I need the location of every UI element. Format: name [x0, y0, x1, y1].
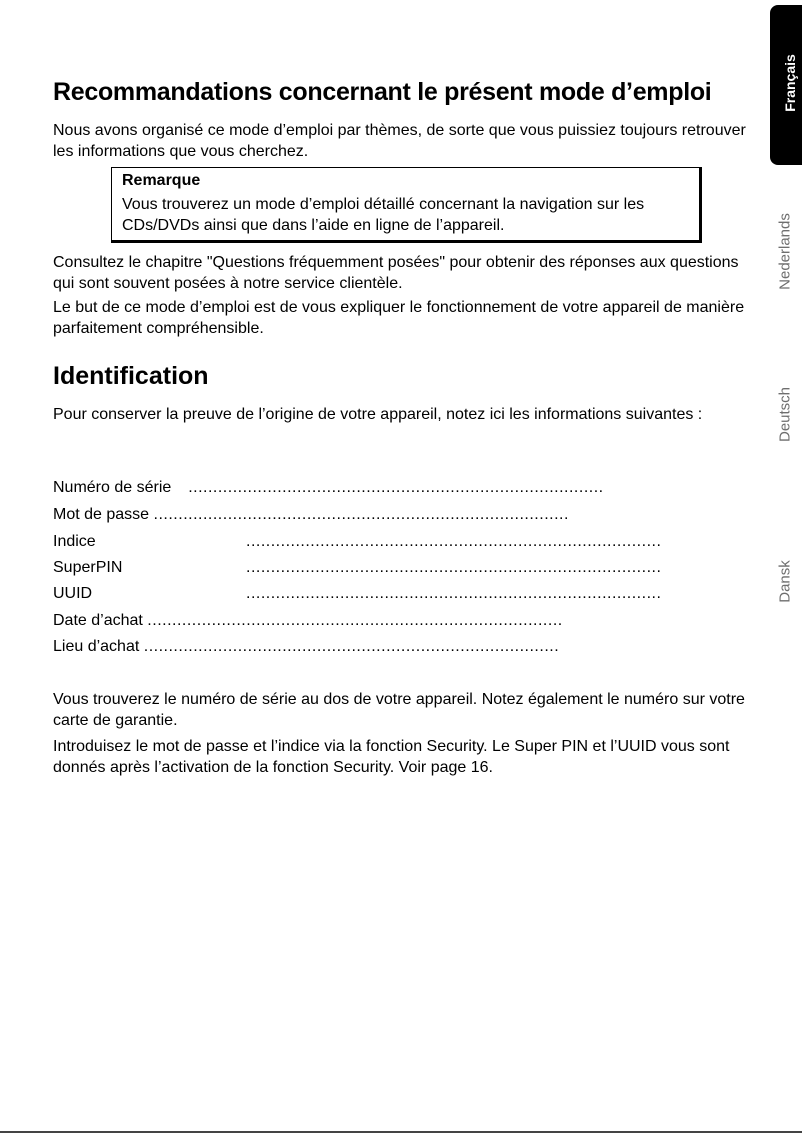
- language-tab-dansk[interactable]: Dansk: [776, 560, 794, 603]
- security-paragraph: Introduisez le mot de passe et l’indice via la fonction Security. Le Super PIN et l’UUID vous sont donnés après l’activation de la fonction Security. Voir page 16.: [53, 738, 730, 776]
- language-tab-francais[interactable]: [770, 5, 802, 165]
- field-superpin-dots: ....................................................................................: [246, 559, 662, 576]
- field-dots: ....................................................................................: [143, 638, 560, 655]
- field-indice: [53, 532, 96, 552]
- field-label: SuperPIN: [53, 559, 123, 576]
- field-label: Indice: [53, 533, 96, 550]
- field-dots: ....................................................................................: [147, 612, 563, 629]
- field-label: Lieu d’achat: [53, 638, 140, 655]
- identification-intro: Pour conserver la preuve de l’origine de votre appareil, notez ici les informations suivantes :: [53, 406, 703, 423]
- field-date-achat: [53, 611, 563, 631]
- field-uuid-dots: ....................................................................................: [246, 585, 662, 602]
- section-title-recommandations: Recommandations concernant le présent mode d’emploi: [53, 78, 712, 106]
- language-tab-deutsch[interactable]: Deutsch: [776, 386, 794, 443]
- field-lieu-achat: [53, 637, 559, 657]
- field-uuid: [53, 584, 92, 604]
- note-body: Vous trouverez un mode d’emploi détaillé concernant la navigation sur les CDs/DVDs ainsi que dans l’aide en ligne de l’appareil.: [122, 196, 645, 234]
- field-label: Date d’achat: [53, 612, 143, 629]
- note-title: Remarque: [122, 172, 201, 189]
- language-tab-nederlands[interactable]: Nederlands: [776, 213, 794, 290]
- section-title-identification: Identification: [53, 362, 209, 390]
- field-mot-de-passe: [53, 505, 569, 525]
- field-label: Mot de passe: [53, 506, 150, 523]
- field-label: Numéro de série: [53, 479, 172, 496]
- intro-paragraph: Nous avons organisé ce mode d’emploi par thèmes, de sorte que vous puissiez toujours retrouver les informations que vous cherchez.: [53, 122, 746, 160]
- purpose-paragraph: Le but de ce mode d’emploi est de vous expliquer le fonctionnement de votre appareil de manière parfaitement compréhensible.: [53, 299, 745, 337]
- field-dots: ....................................................................................: [153, 506, 569, 523]
- note-box: [111, 167, 702, 243]
- field-numero-de-serie: [53, 478, 604, 498]
- field-superpin: [53, 558, 122, 578]
- field-label: UUID: [53, 585, 93, 602]
- faq-paragraph: Consultez le chapitre "Questions fréquemment posées" pour obtenir des réponses aux questions qui sont souvent posées à notre service clientèle.: [53, 254, 739, 292]
- field-dots: ....................................................................................: [188, 479, 604, 496]
- serial-location-paragraph: Vous trouverez le numéro de série au dos de votre appareil. Notez également le numéro sur votre carte de garantie.: [53, 691, 745, 729]
- field-indice-dots: ....................................................................................: [246, 533, 662, 550]
- language-tab-label: Français: [782, 54, 798, 112]
